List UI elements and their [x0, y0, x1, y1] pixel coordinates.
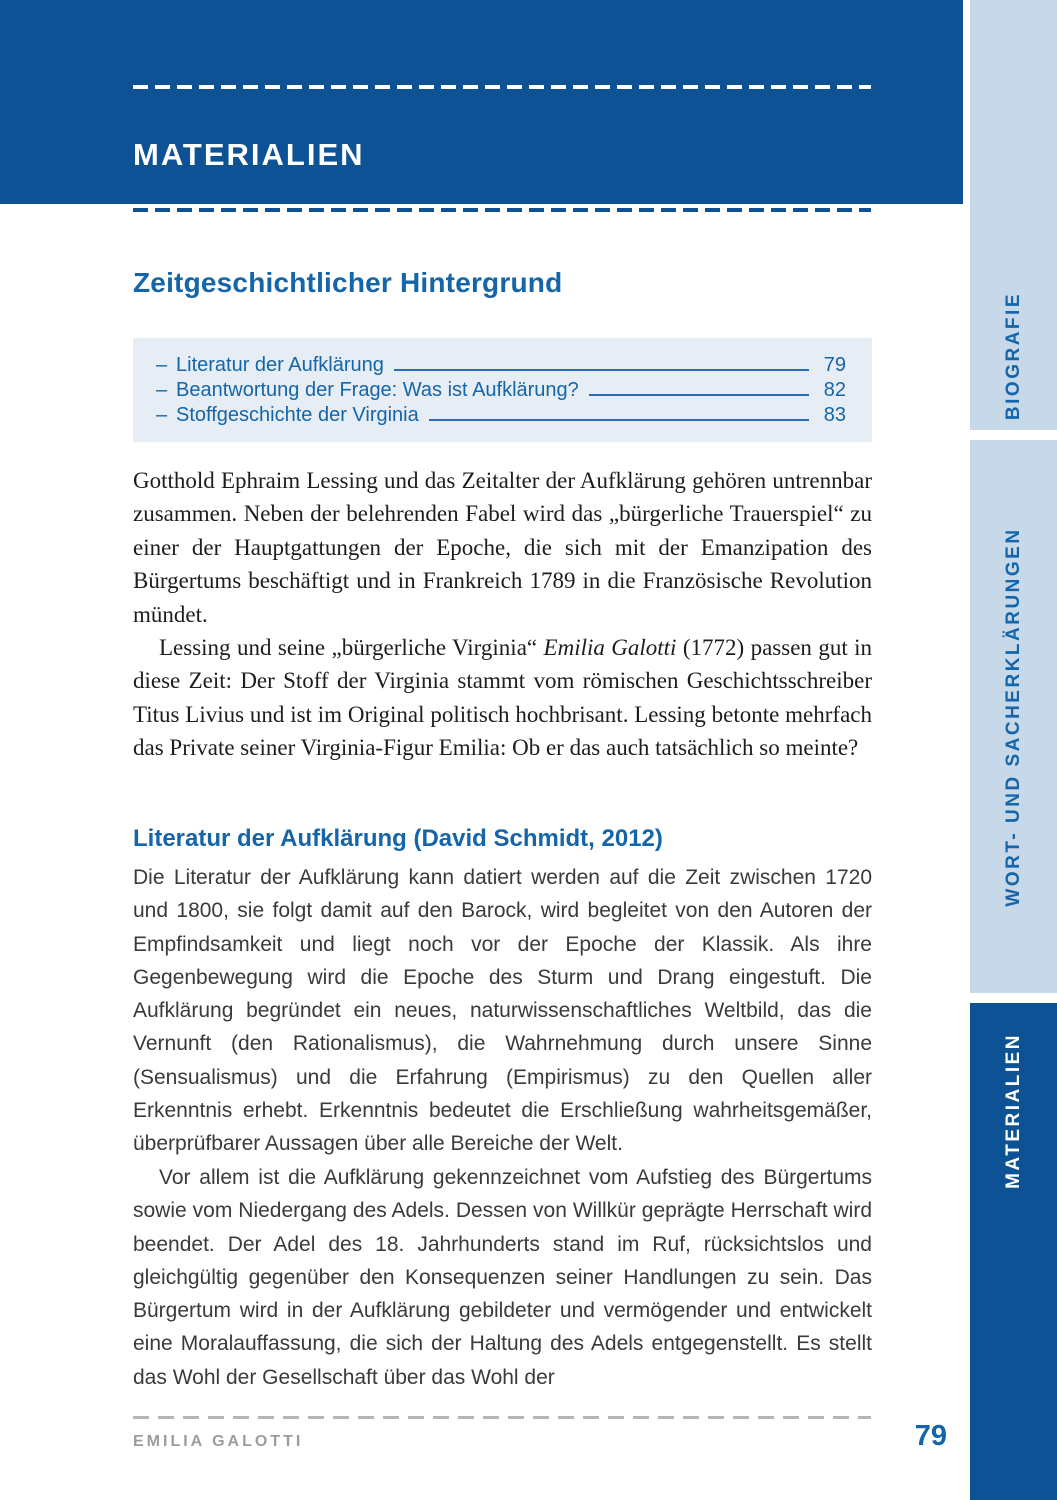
toc-row: [156, 403, 846, 428]
toc-bullet: –: [156, 379, 168, 401]
toc-leader-line: [589, 394, 809, 396]
section-title: Zeitgeschichtlicher Hintergrund: [133, 267, 563, 298]
sidebar-tab-wort-und-sacherklaerungen: [970, 440, 1057, 993]
below-header-dashed-divider: [133, 208, 871, 212]
article-heading: Literatur der Aufklärung (David Schmidt, 2012): [133, 825, 663, 852]
header-dashed-divider: [133, 85, 871, 89]
intro-paragraph-2-text: (1772) passen gut in diese Zeit: Der Stoff der Virginia stammt vom römischen Geschichtsschreiber Titus Livius und ist im Original politisch hochbrisant. Lessing betonte mehrfach das Private seiner Virginia-Figur Emilia: Ob er das auch tatsächlich so meinte?: [133, 635, 873, 761]
header-band: [0, 0, 963, 204]
toc-label: Beantwortung der Frage: Was ist Aufklärung?: [176, 379, 579, 401]
footer-dashed-divider: [133, 1416, 871, 1419]
toc-page-number: 82: [823, 379, 846, 401]
sidebar-tab-biografie: [970, 0, 1057, 430]
toc-label: Literatur der Aufklärung: [176, 354, 384, 376]
article-paragraph-2: Vor allem ist die Aufklärung gekennzeichnet vom Aufstieg des Bürgertums sowie vom Niedergang des Adels. Dessen von Willkür geprägte Herrschaft wird beendet. Der Adel des 18. Jahrhunderts stand im Ruf, rücksichtslos und gleichgültig gegenüber den Konsequenzen seiner Handlungen zu sein. Das Bürgertum wird in der Aufklärung gebildeter und vermögender und entwickelt eine Moralauffassung, die sich der Haltung des Adels entgegenstellt. Es stellt das Wohl der Gesellschaft über das Wohl der: [133, 1166, 872, 1389]
toc-leader-line: [394, 369, 809, 371]
sidebar-tab-biografie-label: BIOGRAFIE: [1002, 291, 1024, 420]
intro-text: [133, 464, 872, 765]
toc-page-number: 79: [823, 354, 846, 376]
intro-paragraph-1: Gotthold Ephraim Lessing und das Zeitalter der Aufklärung gehören untrennbar zusammen. Neben der belehrenden Fabel wird das „bürgerliche Trauerspiel“ zu einer der Hauptgattungen der Epoche, die sich mit der Emanzipation des Bürgertums beschäftigt und in Frankreich 1789 in die Französische Revolution mündet.: [133, 468, 872, 627]
toc-row: [156, 353, 846, 378]
intro-paragraph-2: [133, 631, 872, 765]
toc-bullet: –: [156, 404, 168, 426]
footer-book-title: EMILIA GALOTTI: [133, 1433, 304, 1450]
toc-row: [156, 378, 846, 403]
toc-label: Stoffgeschichte der Virginia: [176, 404, 419, 426]
toc-leader-line: [429, 419, 809, 421]
toc-page-number: 83: [823, 404, 846, 426]
toc-bullet: –: [156, 354, 168, 376]
footer-page-number: 79: [914, 1420, 947, 1452]
toc-box: [133, 338, 872, 442]
chapter-title: MATERIALIEN: [133, 137, 365, 172]
sidebar-tab-wort-und-sacherklaerungen-label: WORT- UND SACHERKLÄRUNGEN: [1002, 526, 1024, 907]
intro-paragraph-2-text: Lessing und seine „bürgerliche Virginia“: [159, 635, 544, 661]
article-paragraph-1: Die Literatur der Aufklärung kann datiert werden auf die Zeit zwischen 1720 und 1800, sie folgt damit auf den Barock, wird begleitet von den Autoren der Empfindsamkeit und liegt noch vor der Epoche der Klassik. Als ihre Gegenbewegung wird die Epoche des Sturm und Drang eingestuft. Die Aufklärung begründet ein neues, naturwissenschaftliches Weltbild, das die Vernunft (den Rationalismus), die Wahrnehmung durch unsere Sinne (Sensualismus) und die Erfahrung (Empirismus) zu den Quellen aller Erkenntnis erhebt. Erkenntnis bedeutet die Erschließung wahrheitsgemäßer, überprüfbarer Aussagen über alle Bereiche der Welt.: [133, 866, 872, 1156]
work-title-emphasis: Emilia Galotti: [543, 635, 677, 661]
sidebar-tab-materialien-label: MATERIALIEN: [1002, 1033, 1024, 1189]
sidebar-tab-materialien: [970, 1003, 1057, 1500]
